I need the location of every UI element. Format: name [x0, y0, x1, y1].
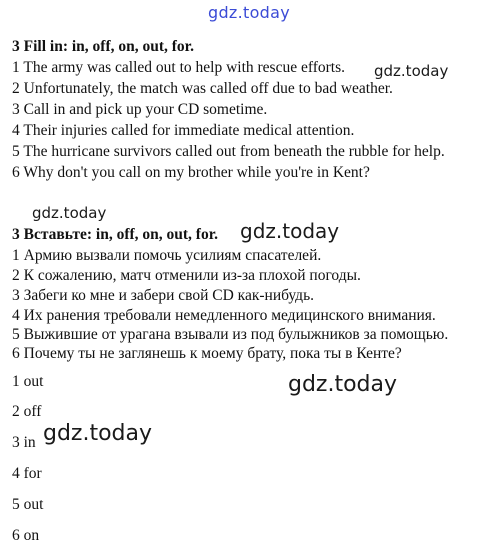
watermark-4: gdz.today — [288, 372, 398, 397]
russian-line-4: 4 Их ранения требовали немедленного медицинского внимания. — [12, 307, 436, 324]
answer-1: 1 out — [12, 373, 44, 390]
english-line-1: 1 The army was called out to help with rescue efforts. — [12, 59, 346, 76]
watermark-5: gdz.today — [43, 421, 153, 446]
russian-line-3: 3 Забеги ко мне и забери свой CD как-нибудь. — [12, 287, 315, 304]
english-heading: 3 Fill in: in, off, on, out, for. — [12, 38, 194, 55]
russian-line-1: 1 Армию вызвали помочь усилиям спасателей. — [12, 247, 322, 264]
answer-3: 3 in — [12, 434, 36, 451]
russian-line-6: 6 Почему ты не заглянешь к моему брату, пока ты в Кенте? — [12, 345, 402, 362]
answer-5: 5 out — [12, 496, 44, 513]
answer-6: 6 on — [12, 527, 40, 544]
watermark-3: gdz.today — [240, 219, 340, 243]
russian-line-2: 2 К сожалению, матч отменили из-за плохой погоды. — [12, 267, 361, 284]
answer-4: 4 for — [12, 465, 42, 482]
watermark-top: gdz.today — [208, 3, 290, 22]
english-line-3: 3 Call in and pick up your CD sometime. — [12, 101, 268, 118]
watermark-2: gdz.today — [32, 204, 107, 222]
english-line-2: 2 Unfortunately, the match was called off due to bad weather. — [12, 80, 393, 97]
russian-line-5: 5 Выжившие от урагана взывали из под булыжников за помощью. — [12, 326, 449, 343]
english-line-5: 5 The hurricane survivors called out from beneath the rubble for help. — [12, 143, 445, 160]
answer-2: 2 off — [12, 403, 42, 420]
english-line-6: 6 Why don't you call on my brother while you're in Kent? — [12, 164, 370, 181]
watermark-1: gdz.today — [374, 62, 449, 80]
english-line-4: 4 Their injuries called for immediate medical attention. — [12, 122, 355, 139]
russian-heading: 3 Вставьте: in, off, on, out, for. — [12, 226, 219, 243]
